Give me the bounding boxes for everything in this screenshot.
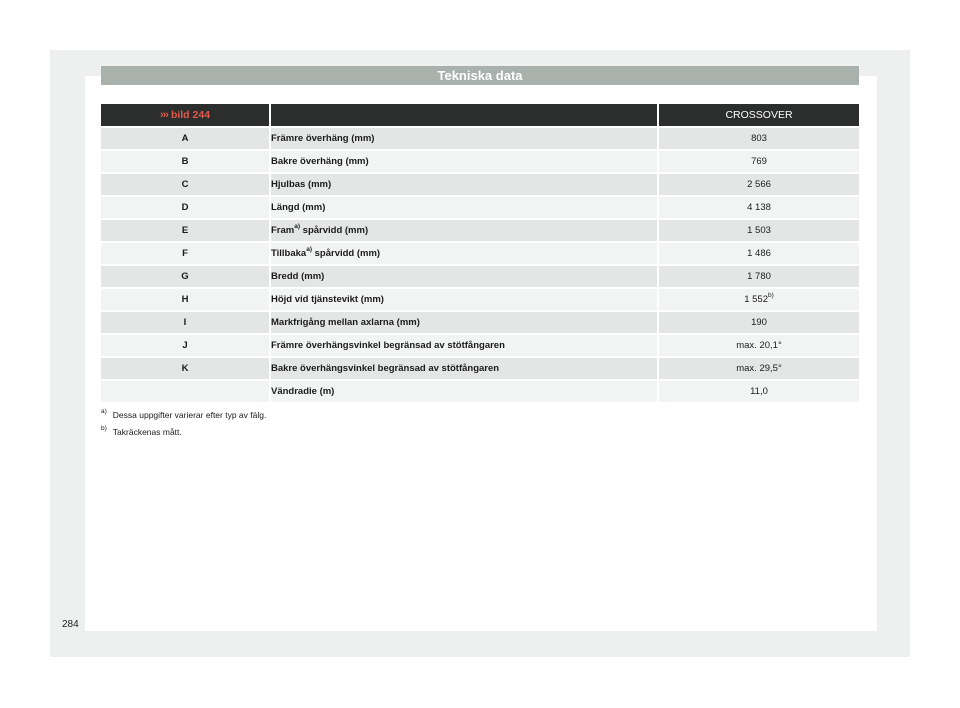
dimension-value-text: 11,0: [750, 386, 768, 397]
table-row: [101, 289, 859, 310]
dimension-value: [657, 335, 859, 356]
dimension-value-text: 803: [751, 133, 767, 144]
footnote-mark: a): [101, 408, 107, 415]
dimension-label: [269, 358, 657, 379]
dimension-key: [101, 381, 269, 402]
footnote-ref: a): [294, 223, 301, 230]
dimension-label-text: Tillbaka: [271, 248, 307, 259]
dimension-value: [657, 381, 859, 402]
table-row: [101, 335, 859, 356]
dimension-key: I: [101, 312, 269, 333]
dimension-value: [657, 197, 859, 218]
dimension-key: J: [101, 335, 269, 356]
dimension-label: [269, 335, 657, 356]
footnote-mark: b): [101, 425, 107, 432]
dimension-key: H: [101, 289, 269, 310]
dimension-value-text: 1 780: [747, 271, 771, 282]
footnote-b: [101, 427, 182, 437]
dimension-label: [269, 243, 657, 264]
dimension-key: C: [101, 174, 269, 195]
dimension-key: E: [101, 220, 269, 241]
footnote-text: Dessa uppgifter varierar efter typ av fälg.: [112, 410, 267, 420]
dimension-label-rest: spårvidd (mm): [300, 225, 369, 236]
dimension-label-text: Fram: [271, 225, 295, 236]
dimension-label-text: Främre överhäng (mm): [271, 133, 375, 144]
dimension-label-text: Bredd (mm): [271, 271, 325, 282]
dimension-label: [269, 220, 657, 241]
dimension-value-text: 2 566: [747, 179, 771, 190]
footnote-ref: a): [306, 246, 312, 253]
dimension-label-text: Markfrigång mellan axlarna (mm): [271, 317, 420, 328]
dimension-value-text: 1 552: [744, 294, 768, 305]
dimension-key: B: [101, 151, 269, 172]
dimension-label: [269, 174, 657, 195]
dimension-value-text: 769: [751, 156, 767, 167]
table-row: [101, 128, 859, 149]
dimension-label-rest: spårvidd (mm): [311, 248, 381, 259]
dimension-value-text: max. 29,5°: [736, 363, 782, 374]
dimension-value: [657, 151, 859, 172]
dimension-value: [657, 312, 859, 333]
dimension-label: [269, 312, 657, 333]
dimension-label: [269, 381, 657, 402]
footnote-a: [101, 410, 266, 420]
page-number: 284: [62, 619, 79, 630]
footnote-ref: b): [768, 292, 774, 299]
dimension-value-text: 1 503: [747, 225, 771, 236]
dimension-label: [269, 266, 657, 287]
dimensions-table: [101, 102, 859, 404]
dimension-value: [657, 358, 859, 379]
dimension-key: G: [101, 266, 269, 287]
table-header-row: [101, 104, 859, 126]
table-row: [101, 197, 859, 218]
dimension-value: [657, 220, 859, 241]
figure-reference[interactable]: [101, 104, 269, 126]
table-row: [101, 266, 859, 287]
dimension-label: [269, 128, 657, 149]
table-row: [101, 220, 859, 241]
dimension-key: F: [101, 243, 269, 264]
dimension-label-text: Längd (mm): [271, 202, 326, 213]
dimension-value: [657, 289, 859, 310]
dimension-key: A: [101, 128, 269, 149]
dimension-value: [657, 266, 859, 287]
arrows-icon: ›››: [159, 109, 168, 121]
dimension-value-text: max. 20,1°: [736, 340, 782, 351]
dimension-value: [657, 243, 859, 264]
table-row: [101, 151, 859, 172]
dimension-value-text: 4 138: [747, 202, 771, 213]
table-row: [101, 358, 859, 379]
figure-reference-label: bild 244: [170, 109, 211, 121]
dimension-label-text: Höjd vid tjänstevikt (mm): [271, 294, 384, 305]
column-header-crossover: CROSSOVER: [657, 104, 859, 126]
dimension-value: [657, 174, 859, 195]
section-title: Tekniska data: [101, 66, 859, 85]
dimension-label-text: Hjulbas (mm): [271, 179, 332, 190]
dimension-label-text: Vändradie (m): [271, 386, 335, 397]
dimension-label: [269, 197, 657, 218]
table-row: [101, 174, 859, 195]
dimension-label: [269, 289, 657, 310]
table-row: [101, 312, 859, 333]
dimension-label-text: Bakre överhängsvinkel begränsad av stötfångaren: [271, 363, 500, 374]
dimension-value-text: 190: [751, 317, 767, 328]
dimension-label: [269, 151, 657, 172]
table-row: [101, 381, 859, 402]
dimension-value-text: 1 486: [747, 248, 771, 259]
dimension-label-text: Bakre överhäng (mm): [271, 156, 369, 167]
dimension-key: D: [101, 197, 269, 218]
header-blank-cell: [269, 104, 657, 126]
table-row: [101, 243, 859, 264]
dimension-key: K: [101, 358, 269, 379]
dimension-label-text: Främre överhängsvinkel begränsad av stötfångaren: [271, 340, 505, 351]
footnote-text: Takräckenas mått.: [112, 427, 182, 437]
dimension-value: [657, 128, 859, 149]
